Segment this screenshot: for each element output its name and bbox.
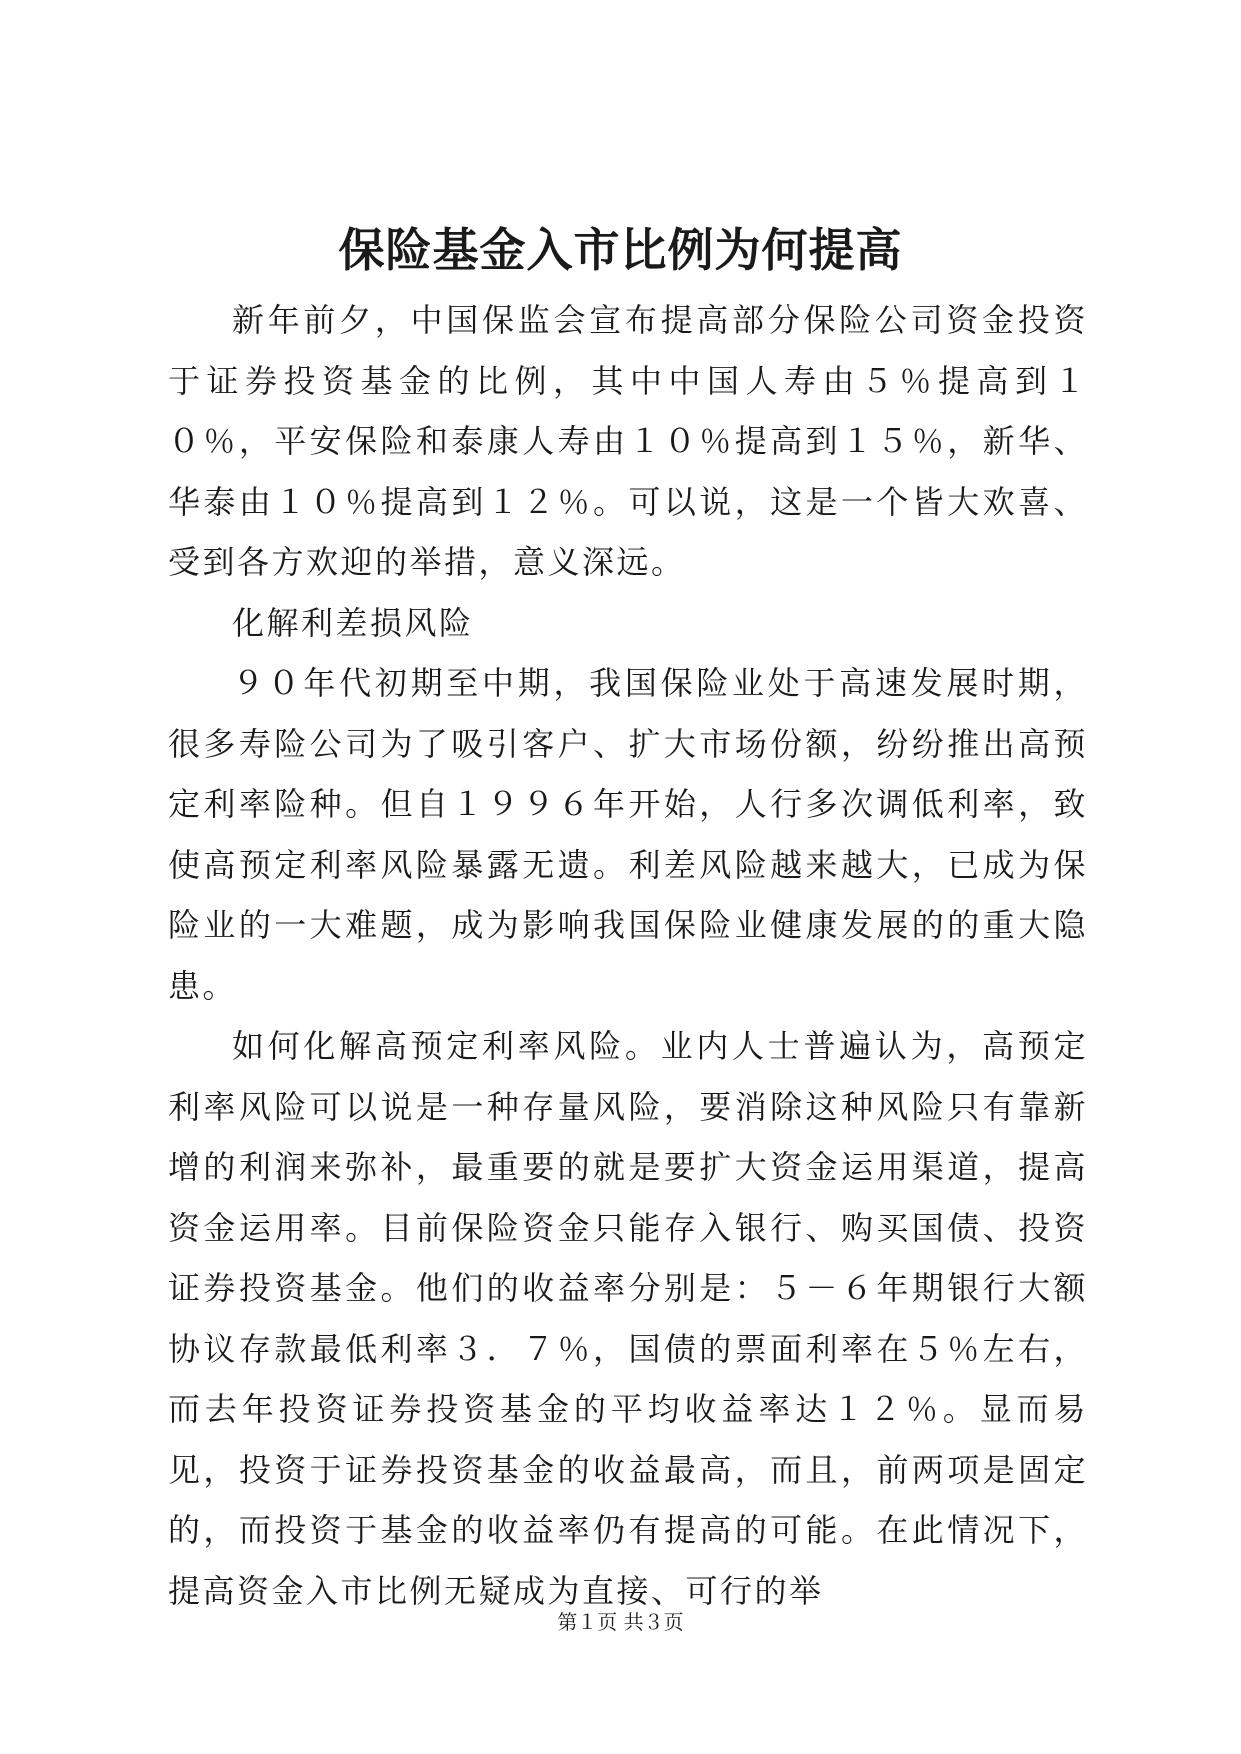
document-body — [168, 290, 1088, 1621]
page-footer: 第１页 共３页 — [557, 1610, 684, 1634]
document-title: 保险基金入市比例为何提高 — [338, 223, 903, 277]
paragraph-analysis: 如何化解高预定利率风险。业内人士普遍认为，高预定利率风险可以说是一种存量风险，要消除这种风险只有靠新增的利润来弥补，最重要的就是要扩大资金运用渠道，提高资金运用率。目前保险资金只能存入银行、购买国债、投资证券投资基金。他们的收益率分别是：５－６年期银行大额协议存款最低利率３．７％，国债的票面利率在５％左右，而去年投资证券投资基金的平均收益率达１２％。显而易见，投资于证券投资基金的收益最高，而且，前两项是固定的，而投资于基金的收益率仍有提高的可能。在此情况下，提高资金入市比例无疑成为直接、可行的举 — [168, 1027, 1088, 1610]
paragraph-intro: 新年前夕，中国保监会宣布提高部分保险公司资金投资于证券投资基金的比例，其中中国人寿由５％提高到１０％，平安保险和泰康人寿由１０％提高到１５％，新华、华泰由１０％提高到１２％。可以说，这是一个皆大欢喜、受到各方欢迎的举措，意义深远。 — [168, 301, 1088, 581]
paragraph-background: ９０年代初期至中期，我国保险业处于高速发展时期，很多寿险公司为了吸引客户、扩大市场份额，纷纷推出高预定利率险种。但自１９９６年开始，人行多次调低利率，致使高预定利率风险暴露无遗。利差风险越来越大，已成为保险业的一大难题，成为影响我国保险业健康发展的的重大隐患。 — [168, 664, 1088, 1005]
section-heading: 化解利差损风险 — [232, 603, 474, 642]
